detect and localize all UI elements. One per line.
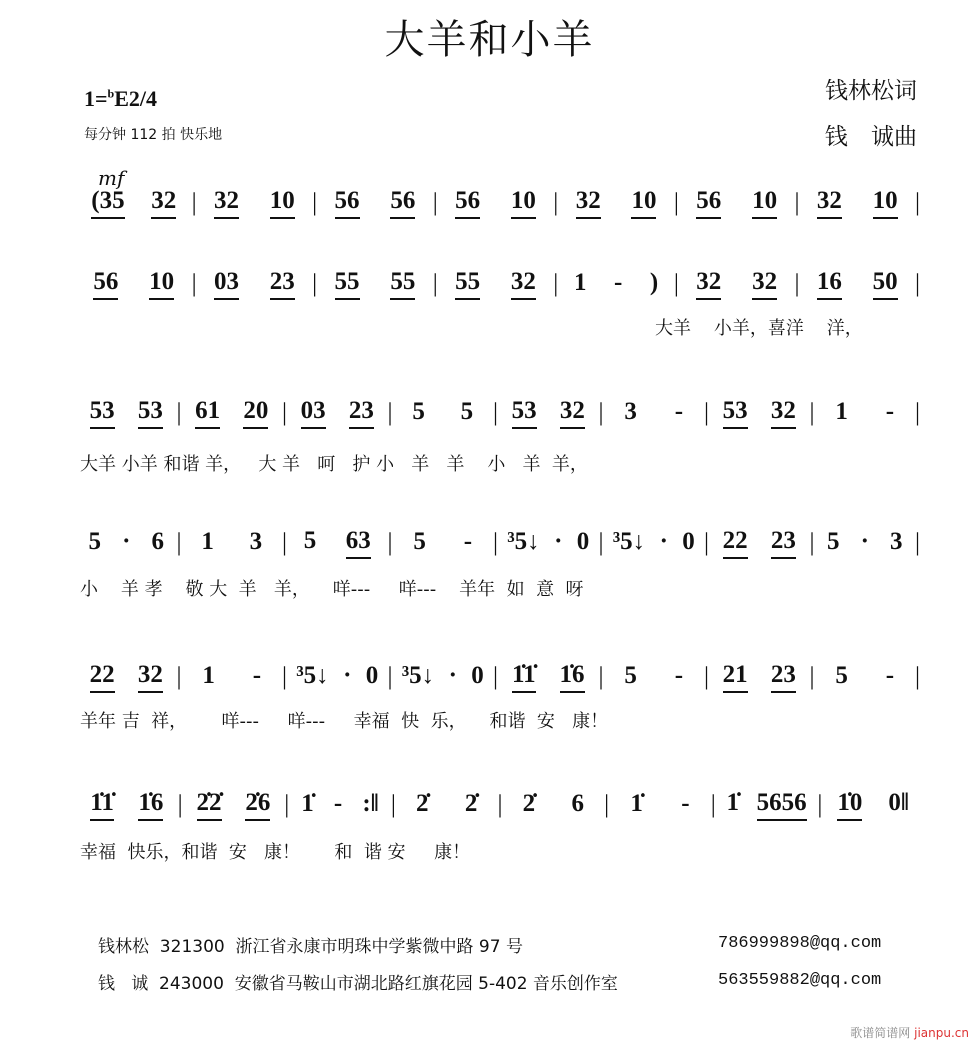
note-group: 21	[723, 661, 748, 693]
bar-line: |	[497, 791, 503, 818]
measure	[606, 528, 702, 558]
measure	[184, 528, 280, 558]
key-signature	[84, 86, 157, 112]
note-group: 2̇	[464, 790, 478, 817]
measure	[801, 268, 913, 300]
note-group: 1	[835, 398, 848, 425]
measure	[291, 790, 389, 820]
note-group: 23	[771, 661, 796, 693]
measure	[289, 397, 385, 429]
note-group: 23	[270, 268, 295, 300]
bar-line: |	[914, 663, 920, 690]
measure	[711, 661, 807, 693]
bar-line: |	[176, 663, 182, 690]
note-group: 1̇6	[138, 789, 163, 821]
measure	[817, 528, 913, 558]
measure	[185, 789, 283, 821]
bar-line: |	[387, 663, 393, 690]
bar-line: |	[281, 663, 287, 690]
bar-line: |	[284, 791, 290, 818]
bar-line: |	[432, 189, 438, 216]
note-group: 1̇1̇	[512, 661, 536, 693]
note-group: 32	[576, 187, 601, 219]
note-group: 50	[873, 268, 898, 300]
lyrics-line-5: 幸福 快乐，和谐 安 康！ 和 谐 安 康！	[80, 842, 471, 863]
note-group: 23	[349, 397, 374, 429]
bar-line: |	[387, 399, 393, 426]
note-group: 5	[303, 527, 317, 554]
staff-line-4	[78, 526, 922, 560]
note-group: 0	[576, 528, 590, 555]
contact-email-1: 786999898@qq.com	[718, 934, 882, 953]
bar-line: |	[673, 270, 679, 297]
note-group: -	[885, 662, 895, 689]
note-group: :‖	[362, 790, 379, 817]
measure	[184, 397, 280, 429]
note-group: 63	[346, 527, 371, 559]
bar-line: |	[598, 529, 604, 556]
measure	[395, 398, 491, 428]
note-group: 2̇2̇	[197, 789, 222, 821]
dynamic-marking: mf	[98, 166, 125, 190]
note-group: 3	[249, 528, 263, 555]
note-group: 5656	[757, 789, 807, 821]
note-group: 55	[390, 268, 415, 300]
key-rest: E2/4	[114, 86, 158, 111]
staff-line-6	[78, 788, 922, 822]
note-group: 0	[365, 662, 379, 689]
measure	[440, 268, 552, 300]
note-group: 32	[511, 268, 536, 300]
watermark-text: 歌谱简谱网	[850, 1026, 911, 1040]
note-group: ³5↓	[296, 662, 329, 689]
note-group: 1̇0	[837, 789, 862, 821]
measure	[395, 662, 491, 692]
bar-line: |	[390, 791, 396, 818]
note-group: 16	[817, 268, 842, 300]
lyrics-line-4: 羊年 吉 祥， 咩--- 咩--- 幸福 快 乐， 和谐 安 康！	[80, 711, 609, 732]
lyrics-line-1: 大羊 小羊，喜洋 洋，	[655, 318, 863, 339]
note-group: 5	[412, 398, 425, 425]
note-group: 1̇	[301, 790, 314, 817]
note-group: -	[674, 398, 684, 425]
song-title: 大羊和小羊	[384, 17, 595, 63]
bar-line: |	[703, 529, 709, 556]
note-group: 03	[301, 397, 326, 429]
bar-line: |	[703, 399, 709, 426]
bar-line: |	[191, 189, 197, 216]
staff-line-3	[78, 396, 922, 430]
measure	[78, 268, 190, 300]
bar-line: |	[809, 399, 815, 426]
note-group: 2̇6	[245, 789, 270, 821]
note-group: )	[649, 269, 659, 296]
note-group: 1	[202, 662, 215, 689]
note-group: ·	[659, 528, 668, 555]
bar-line: |	[281, 529, 287, 556]
note-group: 53	[723, 397, 748, 429]
lyricist-credit: 钱林松词	[825, 78, 917, 104]
lyrics-line-2: 大羊 小羊 和谐 羊， 大 羊 呵 护 小 羊 羊 小 羊 羊，	[80, 454, 588, 475]
note-group: 32	[214, 187, 239, 219]
note-group: 5	[88, 528, 102, 555]
note-group: 56	[390, 187, 415, 219]
measure	[817, 398, 913, 428]
measure	[500, 528, 596, 558]
note-group: 1̇1̇	[90, 789, 114, 821]
note-group: 20	[243, 397, 268, 429]
measure	[681, 187, 793, 219]
bar-line: |	[177, 791, 183, 818]
note-group: 6	[151, 528, 164, 555]
note-group: 0‖	[888, 789, 909, 816]
measure	[440, 187, 552, 219]
note-group: 32	[696, 268, 721, 300]
note-group: 5	[460, 398, 474, 425]
note-group: 32	[817, 187, 842, 219]
measure	[718, 789, 816, 821]
measure	[289, 662, 385, 692]
note-group: ·	[343, 662, 352, 689]
note-group: 10	[631, 187, 656, 219]
measure	[289, 527, 385, 559]
bar-line: |	[809, 529, 815, 556]
bar-line: |	[432, 270, 438, 297]
contact-address-1: 钱林松 321300 浙江省永康市明珠中学紫微中路 97 号	[98, 937, 523, 957]
bar-line: |	[553, 270, 559, 297]
note-group: ·	[448, 662, 457, 689]
staff-line-1	[78, 186, 922, 220]
bar-line: |	[492, 529, 498, 556]
note-group: 23	[771, 527, 796, 559]
note-group: 2̇	[416, 790, 429, 817]
measure	[824, 789, 922, 821]
note-group: -	[252, 662, 262, 689]
measure	[711, 527, 807, 559]
bar-line: |	[492, 663, 498, 690]
bar-line: |	[312, 189, 318, 216]
note-group: 32	[151, 187, 176, 219]
bar-line: |	[673, 189, 679, 216]
bar-line: |	[176, 399, 182, 426]
watermark	[850, 1024, 969, 1041]
contact-address-2: 钱 诚 243000 安徽省马鞍山市湖北路红旗花园 5-402 音乐创作室	[98, 974, 618, 994]
bar-line: |	[387, 529, 393, 556]
note-group: 0	[682, 528, 695, 555]
measure	[199, 187, 311, 219]
bar-line: |	[710, 791, 716, 818]
bar-line: |	[794, 270, 800, 297]
bar-line: |	[914, 529, 920, 556]
note-group: -	[885, 398, 895, 425]
note-group: 10	[752, 187, 777, 219]
measure	[398, 790, 496, 820]
measure	[78, 789, 176, 821]
measure	[319, 268, 431, 300]
bar-line: |	[915, 270, 921, 297]
note-group: 10	[873, 187, 898, 219]
note-group: 10	[511, 187, 536, 219]
key-prefix: 1=	[84, 86, 108, 111]
measure	[817, 662, 913, 692]
note-group: 56	[335, 187, 360, 219]
note-group: ³5↓	[507, 528, 540, 555]
bar-line: |	[553, 189, 559, 216]
tempo-marking: 每分钟 112 拍 快乐地	[84, 127, 223, 143]
measure	[606, 662, 702, 692]
measure	[560, 269, 672, 299]
note-group: 32	[560, 397, 585, 429]
note-group: -	[463, 528, 473, 555]
note-group: 53	[138, 397, 163, 429]
bar-line: |	[914, 399, 920, 426]
note-group: ³5↓	[401, 662, 435, 689]
contact-email-2: 563559882@qq.com	[718, 971, 882, 990]
note-group: ·	[860, 528, 869, 555]
note-group: ·	[554, 528, 563, 555]
bar-line: |	[191, 270, 197, 297]
measure	[681, 268, 793, 300]
note-group: -	[674, 662, 684, 689]
bar-line: |	[604, 791, 610, 818]
note-group: 1̇	[726, 789, 740, 816]
note-group: 5	[413, 528, 426, 555]
note-group: 10	[270, 187, 295, 219]
bar-line: |	[281, 399, 287, 426]
measure	[611, 790, 709, 820]
bar-line: |	[598, 663, 604, 690]
measure	[184, 662, 280, 692]
measure	[560, 187, 672, 219]
measure	[78, 187, 190, 219]
note-group: 10	[149, 268, 174, 300]
note-group: -	[333, 790, 343, 817]
note-group: 3	[889, 528, 903, 555]
bar-line: |	[703, 663, 709, 690]
measure	[711, 397, 807, 429]
note-group: 32	[752, 268, 777, 300]
note-group: 1	[201, 528, 214, 555]
measure	[801, 187, 913, 219]
note-group: 56	[455, 187, 480, 219]
note-group: 22	[90, 661, 115, 693]
bar-line: |	[598, 399, 604, 426]
note-group: 1̇	[630, 790, 643, 817]
note-group: 5	[827, 528, 840, 555]
note-group: 61	[195, 397, 220, 429]
bar-line: |	[817, 791, 823, 818]
bar-line: |	[492, 399, 498, 426]
measure	[500, 661, 596, 693]
note-group: 3	[624, 398, 637, 425]
measure	[199, 268, 311, 300]
note-group: ·	[122, 528, 131, 555]
note-group: 0	[471, 662, 484, 689]
bar-line: |	[794, 189, 800, 216]
note-group: 5	[835, 662, 848, 689]
note-group: 53	[512, 397, 537, 429]
note-group: 22	[723, 527, 748, 559]
measure	[78, 528, 174, 558]
measure	[78, 397, 174, 429]
note-group: 56	[93, 268, 118, 300]
measure	[500, 397, 596, 429]
note-group: 5	[624, 662, 637, 689]
note-group: 56	[696, 187, 721, 219]
note-group: 1̇6	[560, 661, 585, 693]
staff-line-2	[78, 267, 922, 301]
measure	[606, 398, 702, 428]
measure	[319, 187, 431, 219]
lyrics-line-3: 小 羊 孝 敬 大 羊 羊， 咩--- 咩--- 羊年 如 意 呀	[80, 579, 584, 600]
note-group: 32	[771, 397, 796, 429]
bar-line: |	[312, 270, 318, 297]
measure	[78, 661, 174, 693]
note-group: 1	[574, 269, 587, 296]
bar-line: |	[809, 663, 815, 690]
note-group: 55	[335, 268, 360, 300]
watermark-site: jianpu.cn	[914, 1026, 969, 1040]
note-group: 55	[455, 268, 480, 300]
note-group: 6	[571, 790, 584, 817]
composer-credit: 钱 诚曲	[824, 124, 917, 150]
note-group: 2̇	[522, 790, 536, 817]
bar-line: |	[915, 189, 921, 216]
measure	[505, 790, 603, 820]
note-group: 32	[138, 661, 163, 693]
flat-sign: b	[107, 86, 115, 101]
note-group: ³5↓	[612, 528, 646, 555]
staff-line-5	[78, 660, 922, 694]
note-group: 03	[214, 268, 239, 300]
note-group: -	[681, 790, 690, 817]
note-group: 53	[90, 397, 115, 429]
bar-line: |	[176, 529, 182, 556]
measure	[395, 528, 491, 558]
note-group: (35	[91, 187, 124, 219]
note-group: -	[614, 269, 623, 296]
